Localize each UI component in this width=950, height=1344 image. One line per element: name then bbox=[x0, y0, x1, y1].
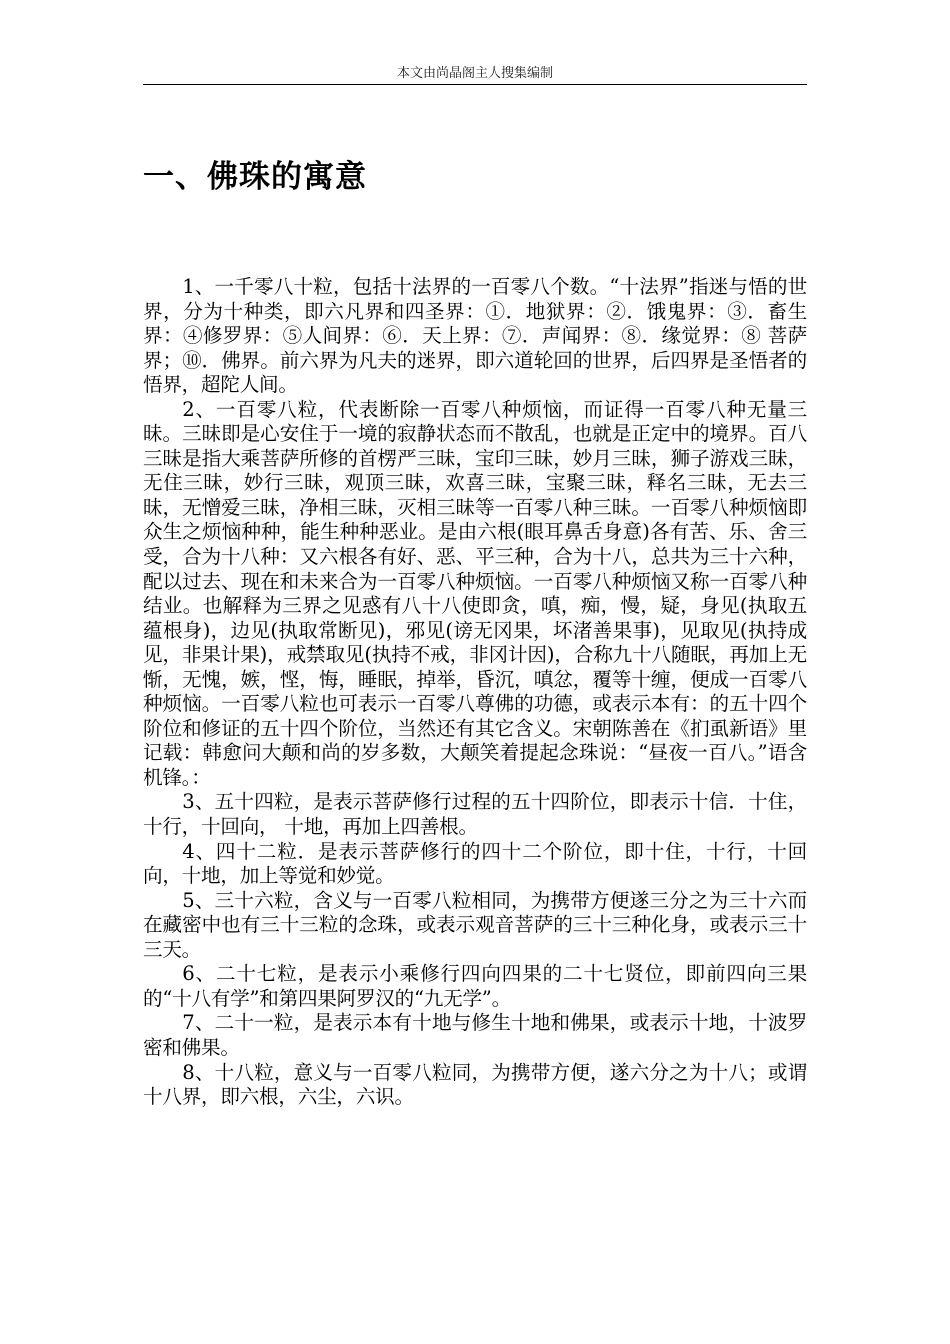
document-title: 一、佛珠的寓意 bbox=[143, 159, 367, 195]
paragraph-4: 4、四十二粒．是表示菩萨修行的四十二个阶位，即十住，十行，十回向，十地，加上等觉和妙觉。 bbox=[143, 839, 807, 888]
paragraph-3: 3、五十四粒，是表示菩萨修行过程的五十四阶位，即表示十信．十住，十行，十回向， 十地，再加上四善根。 bbox=[143, 790, 807, 839]
paragraph-8: 8、十八粒，意义与一百零八粒同，为携带方便，遂六分之为十八；或谓十八界，即六根，六尘，六识。 bbox=[143, 1060, 807, 1109]
paragraph-7: 7、二十一粒，是表示本有十地与修生十地和佛果，或表示十地，十波罗密和佛果。 bbox=[143, 1011, 807, 1059]
paragraph-2: 2、一百零八粒，代表断除一百零八种烦恼，而证得一百零八种无量三昧。三昧即是心安住于一境的寂静状态而不散乱，也就是正定中的境界。百八三昧是指大乘菩萨所修的首楞严三昧，宝印三昧，妙月三昧，狮子游戏三昧，无住三昧，妙行三昧，观顶三昧，欢喜三昧，宝聚三昧，释名三昧，无去三昧，无憎爱三昧，净相三昧，灭相三昧等一百零八种三昧。一百零八种烦恼即众生之烦恼种种，能生种种恶业。是由六根(眼耳鼻舌身意)各有苦、乐、舍三受，合为十八种：又六根各有好、恶、平三种，合为十八，总共为三十六种，配以过去、现在和未来合为一百零八种烦恼。一百零八种烦恼又称一百零八种结业。也解释为三界之见惑有八十八使即贪，嗔，痴，慢，疑，身见(执取五蕴根身)，边见(执取常断见)，邪见(谤无冈果，坏渚善果事)，见取见(执持成见，非果计果)，戒禁取见(执持不戒，非冈计因)，合称九十八随眠，再加上无惭，无愧，嫉，悭，悔，睡眠，掉举，昏沉，嗔忿，覆等十缠，便成一百零八种烦恼。一百零八粒也可表示一百零八尊佛的功德，或表示本有：的五十四个阶位和修证的五十四个阶位，当然还有其它含义。宋朝陈善在《扪虱新语》里记载：韩愈问大颠和尚的岁多数，大颠笑着提起念珠说：“昼夜一百八。”语含机锋。： bbox=[143, 397, 807, 789]
header-divider bbox=[143, 84, 807, 85]
document-body bbox=[143, 275, 807, 1110]
paragraph-5: 5、三十六粒，含义与一百零八粒相同，为携带方便遂三分之为三十六而 在藏密中也有三十三粒的念珠，或表示观音菩萨的三十三种化身，或表示三十三天。 bbox=[143, 888, 807, 961]
paragraph-1: 1、一千零八十粒，包括十法界的一百零八个数。“十法界”指迷与悟的世界，分为十种类，即六凡界和四圣界：①．地狱界：②．饿鬼界：③．畜生界：④修罗界：⑤人间界：⑥．天上界：⑦．声闻界：⑧．缘觉界：⑧ 菩萨界；⑩．佛界。前六界为凡夫的迷界，即六道轮回的世界，后四界是圣悟者的悟界，超陀人间。 bbox=[143, 275, 807, 397]
paragraph-6: 6、二十七粒，是表示小乘修行四向四果的二十七贤位，即前四向三果的“十八有学”和第四果阿罗汉的“九无学”。 bbox=[143, 962, 807, 1010]
running-header: 本文由尚晶阁主人搜集编制 bbox=[396, 66, 553, 81]
